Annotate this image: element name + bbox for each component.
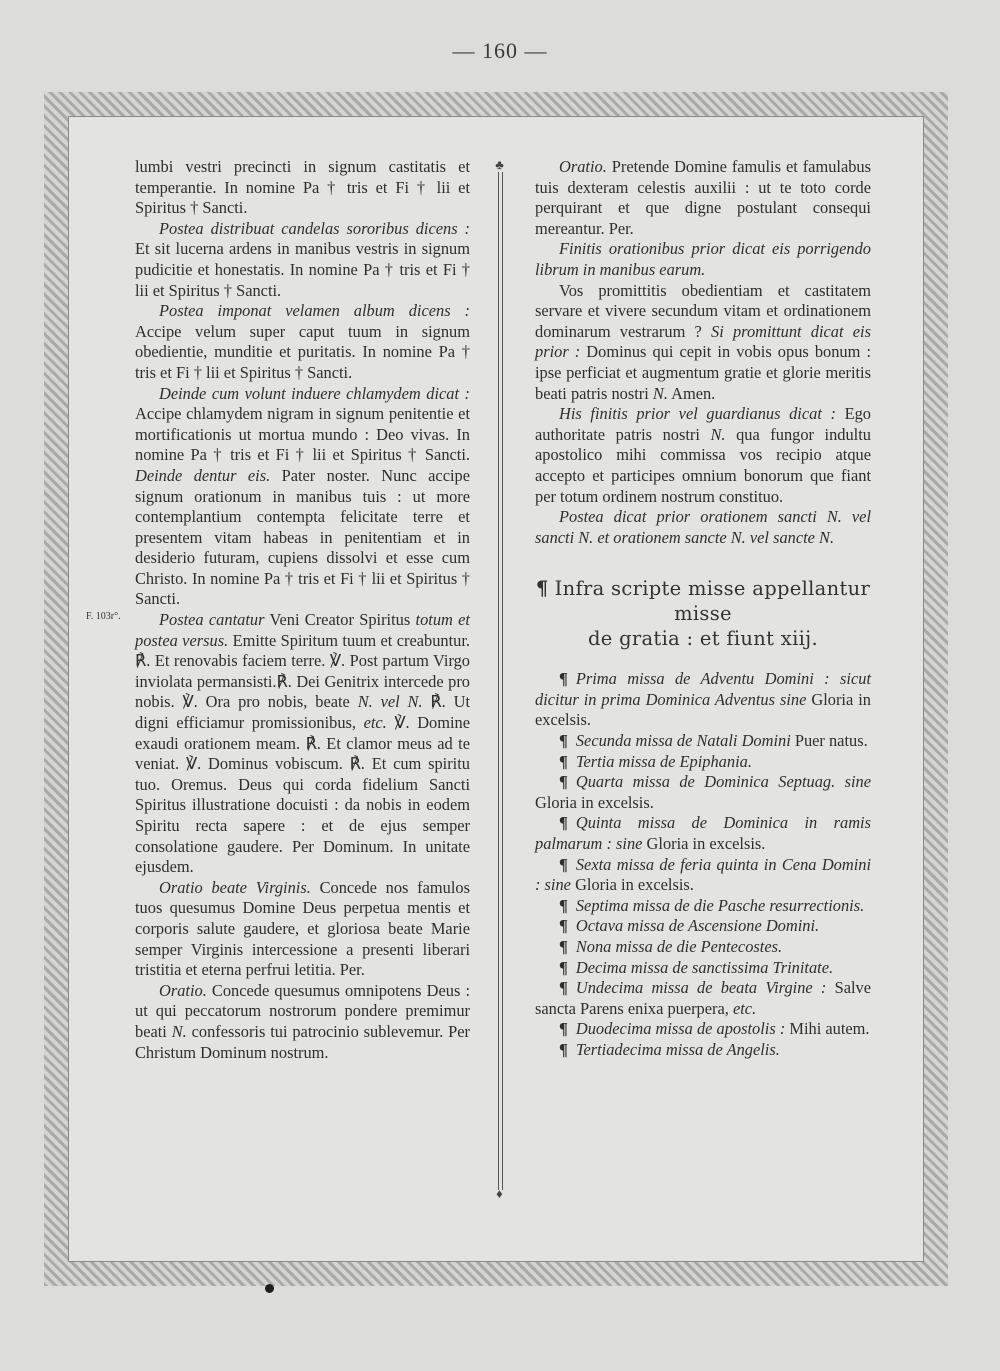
text-segment: Prima missa de Adventu Domini : sicut dicitur in prima Dominica Adventus [535,669,871,709]
text-segment: Undecima missa de beata Virgine : [575,978,827,998]
pilcrow-icon: ¶ [559,751,568,771]
pilcrow-icon: ¶ [559,731,568,751]
margin-folio-note: F. 103r°. [86,611,121,622]
text-segment: Quarta missa de Dominica Septuag. sine [575,772,871,792]
left-paragraph [135,157,470,219]
text-segment: Oratio. [159,980,207,1000]
mass-list-item [535,1040,871,1061]
mass-list-item [535,1019,871,1040]
mass-list-heading [535,576,871,651]
text-segment: Tertiadecima missa de Angelis. [575,1039,780,1059]
heading-line-1: Infra scripte misse appellantur misse [554,577,871,626]
mass-list [535,669,871,1060]
pilcrow-icon: ¶ [559,978,568,998]
text-segment: Nona missa de die Pentecostes. [575,937,783,956]
text-segment: Septima missa de die Pasche resurrectionis. [575,895,865,915]
pilcrow-icon: ¶ [559,854,568,874]
text-segment: Concede quesumus omnipotens Deus : ut qui peccatorum nostrorum pondere premimur beati [135,980,470,1041]
text-segment: Veni Creator Spiritus [264,610,416,630]
text-segment: Accipe chlamydem nigram in signum penitentie et mortificationis ut mortua mundo : Deo vivas. In nomine Pa † tris et Fi † lii et Spiritus † Sancti. [135,404,470,465]
text-segment: Si promittunt dicat eis prior : [535,321,871,362]
text-segment: Pretende Domine famulis et famulabus tuis dexteram celestis auxilii : ut te toto corde perquirant et que digne postulant consequi mereantur. Per. [535,157,871,238]
right-paragraph [535,157,871,239]
divider-top-finial-icon: ♣ [495,157,504,172]
mass-list-item [535,978,871,1019]
divider-bottom-finial-icon: ♦ [496,1186,503,1201]
left-paragraph [135,301,470,383]
text-segment: Postea cantatur [159,610,265,630]
text-segment: Oratio. [559,157,607,176]
pilcrow-icon: ¶ [559,895,568,915]
right-column [535,157,871,1061]
mass-list-item [535,772,871,813]
pilcrow-icon: ¶ [559,1039,568,1059]
pilcrow-icon: ¶ [559,813,568,833]
text-segment: etc. [732,998,757,1018]
mass-list-item [535,855,871,896]
text-segment: N. [710,424,726,444]
text-segment: Ego authoritate patris nostri [535,404,871,444]
pilcrow-icon: ¶ [559,937,568,956]
pilcrow-icon: ¶ [559,1019,568,1039]
text-segment: Mihi autem. [785,1019,870,1039]
text-segment: Concede nos famulos tuos quesumus Domine Deus perpetua mentis et corporis salute gaudere, et gloriosa beate Marie semper Virginis intercessione a presenti liberari tristitia et eterna perfrui letitia. Per. [135,877,470,980]
text-segment: sine [779,689,807,709]
text-segment: Octava missa de Ascensione Domini. [575,916,820,936]
text-segment: Gloria in excelsis. [570,875,694,895]
text-segment: Accipe velum super caput tuum in signum obedientie, munditie et puritatis. In nomine Pa † tris et Fi † lii et Spiritus † Sancti. [135,321,470,382]
mass-list-item [535,958,871,979]
text-segment: Finitis orationibus prior dicat eis porrigendo librum in manibus earum. [535,239,871,279]
mass-list-item [535,937,871,958]
text-segment: Pater noster. Nunc accipe signum orationum in manibus tuis : ut more contemplantium contempta felicitate terre et presentem vitam habeas in penitentiam et in desiderio futuram, cupiens dissolvi et esse cum Christo. In nomine Pa † tris et Fi † lii et Spiritus † Sancti. [135,465,471,609]
column-divider [498,172,503,1190]
text-segment: N. [171,1021,187,1041]
text-segment: ℟. Ut digni efficiamur promissionibus, [135,692,470,733]
pilcrow-icon: ¶ [559,772,568,792]
pilcrow-icon: ¶ [559,669,568,689]
text-segment: totum et postea versus. [135,610,470,650]
mass-list-item [535,669,871,731]
text-segment: Postea imponat velamen album dicens : [159,301,470,321]
text-segment: Postea distribuat candelas sororibus dicens : [159,218,470,238]
text-segment: Quinta missa de Dominica in ramis palmarum : sine [535,813,871,854]
text-segment: Secunda missa de Natali Domini [575,731,791,751]
left-column [135,157,470,1063]
left-paragraph [135,219,470,301]
text-segment: Amen. [667,383,716,403]
text-segment: lumbi vestri precincti in signum castitatis et temperantie. In nomine Pa † tris et Fi † lii et Spiritus † Sancti. [135,157,470,218]
text-segment: Deinde dentur eis. [135,465,271,485]
mass-list-item [535,813,871,854]
text-segment: ℣. Domine exaudi orationem meam. ℟. Et clamor meus ad te veniat. ℣. Dominus vobiscum. ℟. Et cum spiritu tuo. Oremus. Deus qui corda fidelium Sancti Spiritus illustratione docuisti : da nobis in eodem Spiritu recta sapere : et de ejus semper consolatione gaudere. Per Dominum. In unitate ejusdem. [135,713,470,877]
text-segment: etc. [363,713,387,733]
text-segment: Decima missa de sanctissima Trinitate. [575,957,834,977]
pilcrow-icon: ¶ [559,916,568,936]
text-segment: N. [652,383,668,403]
pilcrow-icon: ¶ [559,957,568,977]
left-paragraph [135,981,470,1063]
mass-list-item [535,916,871,937]
text-segment: Vos promittitis obedientiam et castitatem servare et vivere secundum vitam et ordinationem dominarum vestrarum ? [535,280,871,341]
left-paragraph [135,610,470,878]
text-segment: Salve sancta Parens enixa puerpera, [535,978,871,1018]
text-segment: Emitte Spiritum tuum et creabuntur. ℟. Et renovabis faciem terre. ℣. Post partum Virgo inviolata permansisti.℟. Dei Genitrix intercede pro nobis. ℣. Ora pro nobis, beate [135,630,470,712]
text-segment: Dominus qui cepit in vobis opus bonum : ipse perficiat et augmentum gratie et glorie meritis beati patris nostri [535,342,871,403]
text-segment: Sexta missa de feria quinta in Cena Domini : sine [535,854,871,895]
mass-list-item [535,896,871,917]
text-segment: N. vel N. [357,692,423,712]
text-segment: Et sit lucerna ardens in manibus vestris in signum pudicitie et honestatis. In nomine Pa † tris et Fi † lii et Spiritus † Sancti. [135,239,470,300]
text-segment: His finitis prior vel guardianus dicat : [559,404,836,424]
heading-line-2: de gratia : et fiunt xiij. [587,627,818,651]
right-paragraph [535,404,871,507]
text-segment: Gloria in excelsis. [535,792,654,812]
text-segment: Deinde cum volunt induere chlamydem dicat : [159,383,470,403]
page-number: — 160 — [452,38,548,63]
ink-blot [265,1284,274,1293]
text-segment: qua fungor indultu apostolico mihi commissa vos recipio atque accepto et participes omnium bonorum que fiant per totum ordinem nostrum constituo. [535,424,871,506]
right-paragraph [535,281,871,405]
text-segment: Duodecima missa de apostolis : [575,1019,786,1039]
text-segment: Tertia missa de Epiphania. [575,751,752,771]
text-segment: Postea dicat prior orationem sancti N. vel sancti N. et orationem sancte N. vel sancte N. [535,507,871,547]
text-segment: confessoris tui patrocinio sublevemur. Per Christum Dominum nostrum. [135,1021,471,1062]
left-paragraph [135,384,470,611]
right-column-prayers [535,157,871,548]
mass-list-item [535,752,871,773]
right-paragraph [535,507,871,548]
text-segment: Oratio beate Virginis. [159,877,311,897]
text-segment: Puer natus. [790,731,868,751]
left-paragraph [135,878,470,981]
right-paragraph [535,239,871,280]
text-segment: Gloria in excelsis. [642,834,766,854]
pilcrow-icon: ¶ [535,577,549,601]
text-segment: Gloria in excelsis. [535,689,871,730]
mass-list-item [535,731,871,752]
